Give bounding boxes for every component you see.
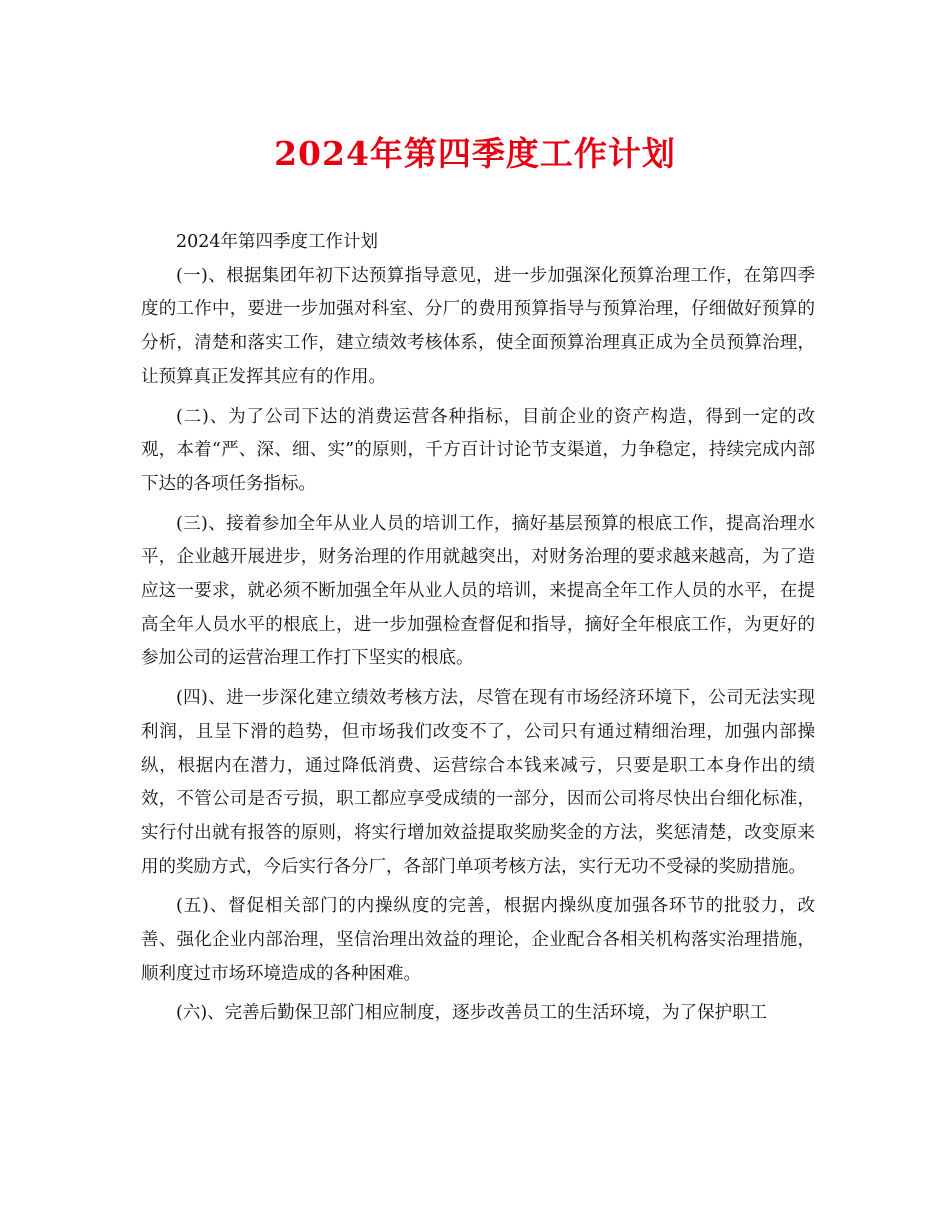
paragraph-2: (二)、为了公司下达的消费运营各种指标，目前企业的资产构造，得到一定的改观，本着“严、深、细、实”的原则，千方百计讨论节支渠道，力争稳定，持续完成内部下达的各项任务指标。 xyxy=(141,406,815,494)
paragraph-4: (四)、进一步深化建立绩效考核方法，尽管在现有市场经济环境下，公司无法实现利润，且呈下滑的趋势，但市场我们改变不了，公司只有通过精细治理，加强内部操纵，根据内在潜力，通过降低消费、运营综合本钱来减亏，只要是职工本身作出的绩效，不管公司是否亏损，职工都应享受成绩的一部分，因而公司将尽快出台细化标准，实行付出就有报答的原则，将实行增加效益提取奖励奖金的方法，奖惩清楚，改变原来用的奖励方式，今后实行各分厂，各部门单项考核方法，实行无功不受禄的奖励措施。 xyxy=(141,688,815,877)
paragraph-heading: 2024年第四季度工作计划 xyxy=(176,232,379,252)
paragraph-3: (三)、接着参加全年从业人员的培训工作，摘好基层预算的根底工作，提高治理水平，企业越开展进步，财务治理的作用就越突出，对财务治理的要求越来越高，为了造应这一要求，就必须不断加强全年从业人员的培训，来提高全年工作人员的水平，在提高全年人员水平的根底上，进一步加强检查督促和指导，摘好全年根底工作，为更好的参加公司的运营治理工作打下坚实的根底。 xyxy=(141,513,815,669)
document-title: 2024年第四季度工作计划 xyxy=(274,134,676,173)
document-body xyxy=(141,226,815,1031)
paragraph-1: (一)、根据集团年初下达预算指导意见，进一步加强深化预算治理工作，在第四季度的工作中，要进一步加强对科室、分厂的费用预算指导与预算治理，仔细做好预算的分析，清楚和落实工作，建立绩效考核体系，使全面预算治理真正成为全员预算治理，让预算真正发挥其应有的作用。 xyxy=(141,265,815,387)
paragraph-5: (五)、督促相关部门的内操纵度的完善，根据内操纵度加强各环节的批驳力，改善、强化企业内部治理，坚信治理出效益的理论，企业配合各相关机构落实治理措施，顺利度过市场环境造成的各种困难。 xyxy=(141,896,815,984)
paragraph-6: (六)、完善后勤保卫部门相应制度，逐步改善员工的生活环境，为了保护职工 xyxy=(176,1003,768,1024)
